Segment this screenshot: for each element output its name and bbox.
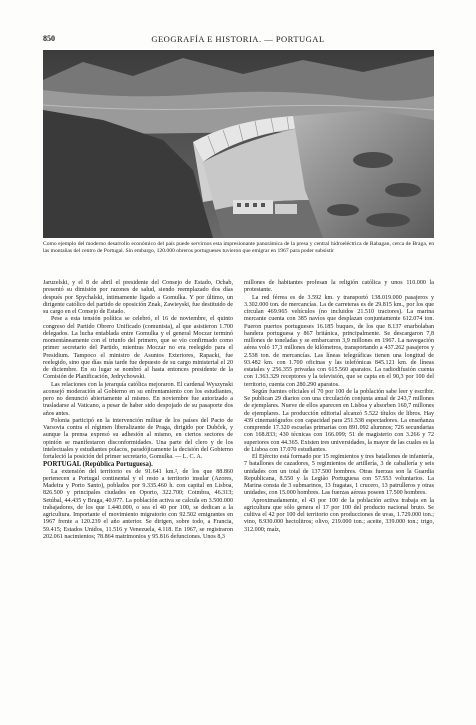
right-column [244,280,434,534]
running-head: GEOGRAFÍA E HISTORIA. — PORTUGAL [151,34,325,44]
paragraph: El Ejército está formado por 15 regimientos y tres batallones de infantería, 7 batallones de cazadores, 5 regimientos de artillería, 3 de caballería y seis unidades con un total de 137.500 hombres. Otras fuerzas son la Guardia Republicana, 8.550 y la Legião Portuguesa con 57.553 voluntarios. La Marina consta de 3 submarinos, 13 fragatas, 1 crucero, 13 patrulleros y otras unidades, con 15.000 hombres. Las fuerzas aéreas poseen 17.500 hombres. [244,454,434,497]
paragraph: Las relaciones con la jerarquía católica mejoraron. El cardenal Wyszynski aconsejó moderación al Gobierno en su enfrentamiento con los estudiantes, pero no denunció abiertamente al mismo. En noviembre fue autorizado a trasladarse al Vaticano, a pesar de haber sido despojado de su pasaporte dos años antes. [43,381,233,417]
paragraph: La extensión del territorio es de 91.641 km.², de los que 88.860 pertenecen a Portugal continental y el resto a territorio insular (Azores, Madeira y Porto Santo), poblados por 9.335.460 h. con capital en Lisboa, 826.500 y principales ciudades en Oporto, 322.700; Coimbra, 46.313; Setúbal, 44.435 y Braga, 40.977. La población activa se calcula en 3.500.000 trabajadores, de los que 1.440.000, o sea el 40 por 100, se dedican a la agricultura. Importante el movimiento migratorio con 92.502 emigrantes en 1967 frente a 120.239 el año anterior. Se dirigen, sobre todo, a Francia, 59.415; Estados Unidos, 11.516 y Venezuela, 4.118. En 1967, se registraron 202.061 nacimientos; 78.864 matrimonios y 95.816 defunciones. Unos 8,3 [43,468,233,540]
page-number: 850 [43,34,55,43]
figure-caption: Como ejemplo del moderno desarrollo económico del país puede servirnos esta impresionante panorámica de la presa y central hidroeléctrica de Rabagan, cerca de Braga, en las montañas del centro de Portugal. Sin embargo, 120.000 obreros portugueses tuvieron que emigrar en 1967 para poder subsistir [43,241,434,254]
paragraph: millones de habitantes profesan la religión católica y unos 110.000 la protestante. [244,280,434,294]
paragraph: Según fuentes oficiales el 70 por 100 de la población sabe leer y escribir. Se publican 29 diarios con una circulación conjunta anual de 243,7 millones de ejemplares. Nueve de ellos aparecen en Lisboa y absorben 160,7 millones de ejemplares. La producción editorial alcanzó 5.522 títulos de libros. Hay 439 cinematógrafos con capacidad para 251.538 espectadores. La enseñanza comprende 17.320 escuelas primarias con 891.092 alumnos; 726 secundarias con 168.833; 430 técnicas con 166.099; 51 de magisterio con 3.266 y 72 superiores con 44.365. Existen tres universidades, la mayor de las cuales es la de Lisboa con 17.070 estudiantes. [244,388,434,453]
dam-photo [43,50,434,238]
section-heading: PORTUGAL (República Portuguesa). [43,461,153,469]
paragraph: Polonia participó en la intervención militar de los países del Pacto de Varsovia contra el régimen liberalizante de Praga, dirigido por Dubček, y aunque la prensa expresó su adhesión al mismo, en ciertos sectores de opinión se manifestaron disconformidades. Una parte del clero y de los intelectuales y estudiantes polacos, paradójicamente la decisión del Gobierno fortaleció la posición del primer secretario, Gomulka. — L. C. A. [43,417,233,460]
left-column [43,280,233,541]
paragraph: Pese a esta tensión política se celebró, el 16 de noviembre, el quinto congreso del Partido Obrero Unificado (comunista), al que asistieron 1.700 delegados. La lucha entablada entre Gomulka y el general Moczar terminó momentáneamente con el triunfo del primero, que se vio confirmado como primer secretario del Partido, mientras Moczar no era reelegido para el Presidium. Tampoco el ministro de Asuntos Exteriores, Rapacki, fue reelegido, sino que días más tarde fue depuesto de su cargo ministerial el 20 de diciembre. En su lugar se nombró al hasta entonces presidente de la Comisión de Planificación, Jedrychowski. [43,316,233,381]
paragraph: Jaruzelski, y el 8 de abril el presidente del Consejo de Estado, Ochab, presentó su dimisión por razones de salud, siendo reemplazado dos días después por Spychalski, íntimamente ligado a Gomulka. Y por último, un dirigente católico del partido de oposición Znak, Zawieyski, fue destituido de su cargo en el Consejo de Estado. [43,280,233,315]
paragraph: Aproximadamente, el 43 por 100 de la población activa trabaja en la agricultura que sólo genera el 17 por 100 del producto nacional bruto. Se cultiva el 42 por 100 del territorio con producciones de uvas, 1.729.000 ton.; vino, 8.930.000 hectolitros; olivo, 219.000 ton.; aceite, 339.000 ton.; trigo, 312.000; maíz, [244,497,434,533]
paragraph: La red férrea es de 3.592 km. y transportó 138.019.000 pasajeros y 3.302.000 ton. de mercancías. La de carreteras es de 29.815 km., por los que circulan 469.965 vehículos (no incluidos 21.510 tractores). La marina mercante cuenta con 385 navíos que desplazan conjuntamente 612.074 ton. Fueron puertos portugueses 16.185 buques, de los que 8.137 enarbolaban bandera portuguesa y 867 británica, principalmente. Se descargaron 7,8 millones de toneladas y se embarcaron 3,9 millones en 1967. La navegación aérea voló 17,3 millones de kilómetros, transportando a 437.262 pasajeros y 2.538 ton. de mercancías. Las líneas telegráficas tienen una longitud de 93.482 km. con 1.700 oficinas y las telefónicas 845.121 km. de líneas estatales y 256.355 privadas con 615.560 aparatos. La radiodifusión cuenta con 1.363.329 receptores y la televisión, que se capta en el 90,3 por 100 del territorio, cuenta con 280.290 aparatos. [244,294,434,388]
